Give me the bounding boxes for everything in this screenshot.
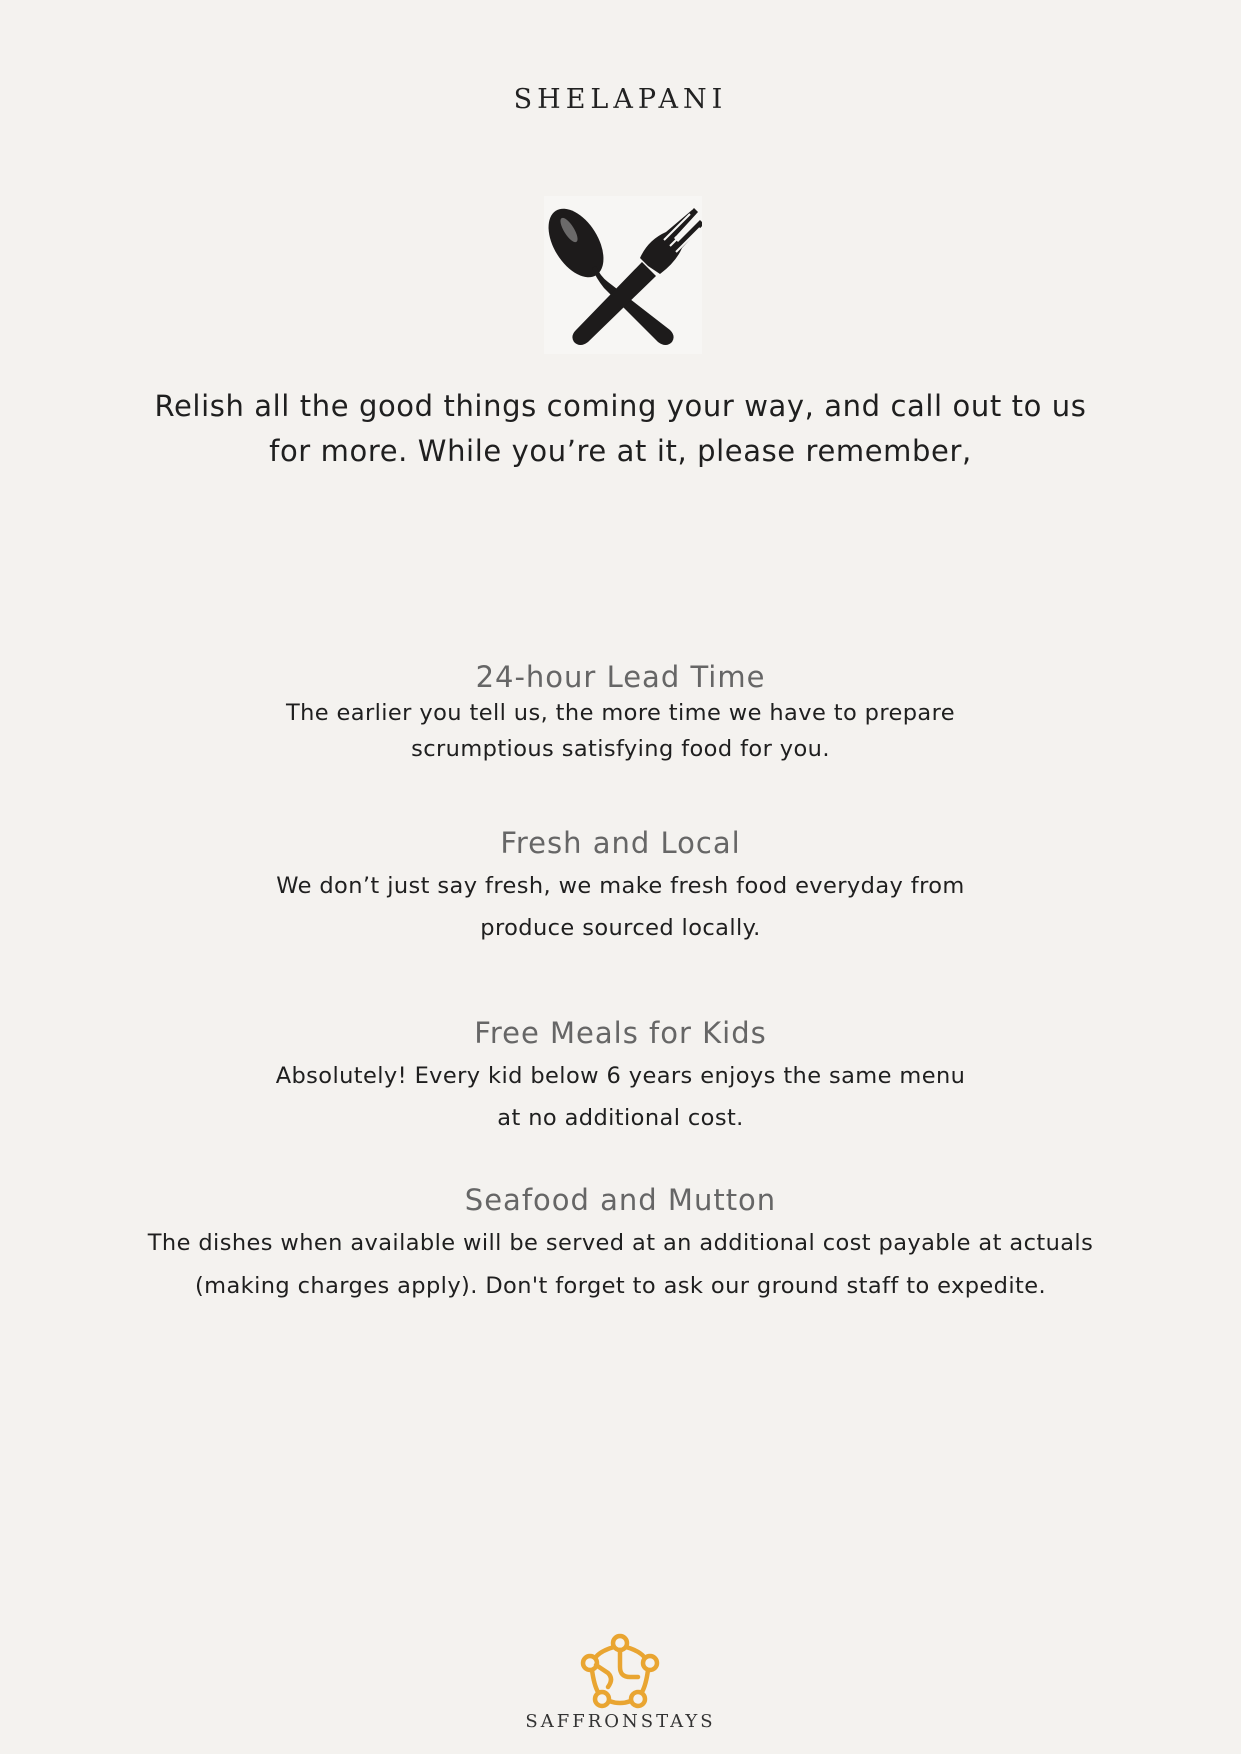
lead-time-section [0, 659, 1241, 767]
section-body: The dishes when available will be served at an additional cost payable at actuals (making charges apply). Don't forget to ask our ground staff to expedite. [147, 1230, 1094, 1299]
section-title: Fresh and Local [500, 826, 741, 860]
footer-brand: SAFFRONSTAYS [525, 1711, 716, 1732]
section-body: Absolutely! Every kid below 6 years enjoys the same menu at no additional cost. [275, 1063, 966, 1131]
section-title: Free Meals for Kids [474, 1016, 767, 1050]
section-title: Seafood and Mutton [464, 1183, 777, 1217]
saffronstays-logo-icon [578, 1633, 663, 1713]
free-meals-kids-section [0, 1015, 1241, 1139]
spoon-fork-icon [544, 196, 702, 354]
page-title: SHELAPANI [513, 84, 728, 115]
fresh-local-section [0, 825, 1241, 949]
section-body: The earlier you tell us, the more time we have to prepare scrumptious satisfying food for you. [285, 700, 956, 762]
seafood-mutton-section [0, 1182, 1241, 1307]
section-title: 24-hour Lead Time [475, 660, 766, 694]
intro-text: Relish all the good things coming your way, and call out to us for more. While you’re at it, please remember, [154, 389, 1087, 468]
section-body: We don’t just say fresh, we make fresh food everyday from produce sourced locally. [276, 873, 965, 941]
